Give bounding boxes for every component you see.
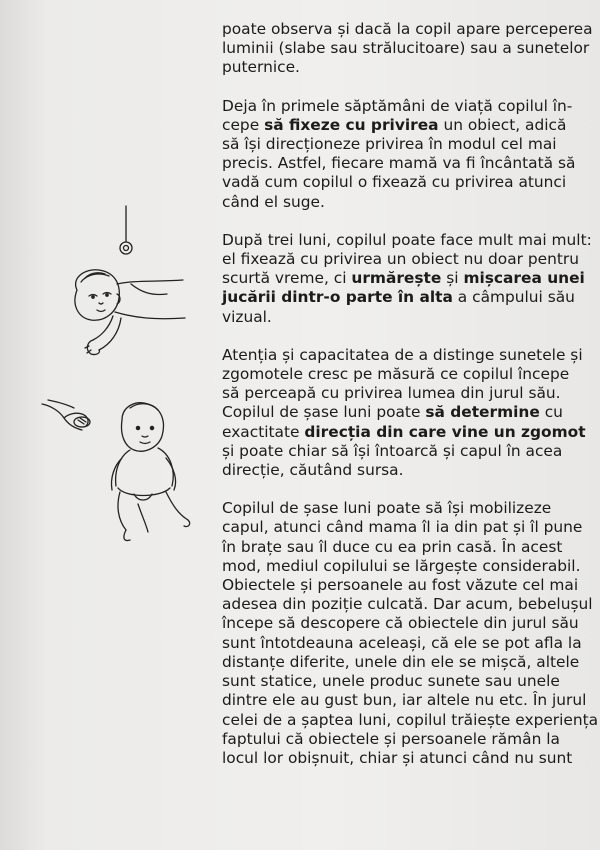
- text-segment: dintre ele au gust bun, iar altele nu etc. În jurul: [222, 691, 587, 710]
- text-segment: sunt statice, unele produc sunete sau unele: [222, 672, 560, 691]
- text-segment: vizual.: [222, 307, 272, 326]
- text-line: [222, 288, 584, 307]
- text-segment: precis. Astfel, fiecare mamă va fi încântată să: [222, 154, 576, 173]
- paragraph: [222, 230, 592, 327]
- text-segment: Deja în primele săptămâni de viață copilul în-: [222, 96, 573, 115]
- emphasized-text: să determine: [425, 403, 540, 422]
- text-segment: a câmpului său: [452, 288, 575, 307]
- text-line: [222, 58, 584, 77]
- text-segment: exactitate: [222, 422, 305, 441]
- text-segment: Copilul de șase luni poate să își mobilizeze: [222, 499, 552, 518]
- text-line: [222, 97, 584, 116]
- text-line: [222, 135, 584, 154]
- text-line: [222, 423, 584, 442]
- text-segment: celei de a șaptea luni, copilul trăiește experiența: [222, 710, 599, 729]
- text-segment: scurtă vreme, ci: [222, 269, 352, 288]
- text-segment: luminii (slabe sau strălucitoare) sau a sunetelor: [222, 39, 590, 58]
- text-line: [222, 384, 584, 403]
- paragraph: [222, 346, 584, 480]
- text-segment: vadă cum copilul o fixează cu privirea atunci: [222, 173, 567, 192]
- text-segment: și: [441, 269, 464, 288]
- text-segment: Obiectele și persoanele au fost văzute cel mai: [222, 576, 579, 595]
- text-segment: mod, mediul copilului se lărgește considerabil.: [222, 556, 581, 575]
- text-line: [222, 250, 584, 269]
- text-line: [222, 749, 584, 768]
- text-segment: direcție, căutând sursa.: [222, 461, 404, 480]
- text-line: [222, 461, 584, 480]
- text-line: [222, 557, 584, 576]
- text-segment: Copilul de șase luni poate: [222, 403, 426, 422]
- baby-sitting-with-rattle-illustration: [38, 392, 198, 552]
- text-line: [222, 308, 584, 327]
- body-text-column: [222, 20, 599, 787]
- text-segment: sunt întotdeauna aceleași, că ele se pot afla la: [222, 633, 582, 652]
- text-line: [222, 39, 590, 58]
- text-segment: După trei luni, copilul poate face mult mai mult:: [222, 230, 592, 249]
- text-line: [222, 518, 584, 537]
- text-segment: adesea din poziție culcată. Dar acum, bebelușul: [222, 595, 593, 614]
- emphasized-text: mișcarea unei: [463, 269, 585, 288]
- text-segment: să perceapă cu privirea lumea din jurul său.: [222, 384, 561, 403]
- baby-lying-with-hanging-toy-illustration: [55, 200, 205, 370]
- text-segment: distanțe diferite, unele din ele se mișcă, altele: [222, 652, 580, 671]
- emphasized-text: jucării dintr-o parte în alta: [222, 288, 453, 307]
- text-line: [222, 499, 584, 518]
- text-line: [222, 154, 584, 173]
- text-segment: în brațe sau îl duce cu ea prin casă. În acest: [222, 537, 563, 556]
- text-line: [222, 230, 592, 250]
- text-segment: un obiect, adică: [438, 115, 567, 134]
- text-line: [222, 269, 584, 288]
- emphasized-text: să fixeze cu privirea: [264, 115, 439, 134]
- text-segment: el fixează cu privirea un obiect nu doar pentru: [222, 250, 579, 269]
- text-line: [222, 595, 593, 614]
- paragraph: [222, 20, 593, 78]
- text-segment: capul, atunci când mama îl ia din pat și îl pune: [222, 518, 583, 537]
- text-segment: să își direcționeze privirea în modul cel mai: [222, 135, 557, 154]
- text-segment: când el suge.: [222, 192, 325, 211]
- text-line: [222, 710, 599, 730]
- text-segment: locul lor obișnuit, chiar și atunci când nu sunt: [222, 748, 573, 767]
- text-line: [222, 730, 584, 749]
- text-line: [222, 614, 584, 633]
- text-line: [222, 653, 584, 672]
- text-line: [222, 365, 584, 384]
- text-line: [222, 691, 587, 710]
- text-line: [222, 20, 593, 39]
- text-segment: faptului că obiectele și persoanele rămân la: [222, 729, 560, 748]
- text-segment: poate observa și dacă la copil apare perceperea: [222, 20, 593, 38]
- text-segment: începe să descopere că obiectele din jurul său: [222, 614, 579, 633]
- emphasized-text: urmărește: [351, 269, 442, 288]
- text-segment: cu: [539, 403, 563, 422]
- paragraph: [222, 499, 599, 768]
- paragraph: [222, 97, 584, 212]
- text-segment: cepe: [222, 115, 265, 134]
- text-line: [222, 346, 584, 365]
- text-line: [222, 403, 584, 422]
- text-line: [222, 672, 584, 691]
- text-segment: și poate chiar să își întoarcă și capul în acea: [222, 441, 563, 460]
- text-line: [222, 634, 584, 653]
- text-line: [222, 173, 584, 192]
- text-line: [222, 442, 584, 461]
- text-line: [222, 576, 584, 595]
- text-line: [222, 116, 584, 135]
- text-line: [222, 193, 584, 212]
- text-segment: zgomotele cresc pe măsură ce copilul începe: [222, 365, 570, 384]
- text-segment: Atenția și capacitatea de a distinge sunetele și: [222, 345, 583, 364]
- emphasized-text: direcția din care vine un zgomot: [304, 422, 586, 441]
- text-line: [222, 538, 584, 557]
- text-segment: puternice.: [222, 58, 300, 77]
